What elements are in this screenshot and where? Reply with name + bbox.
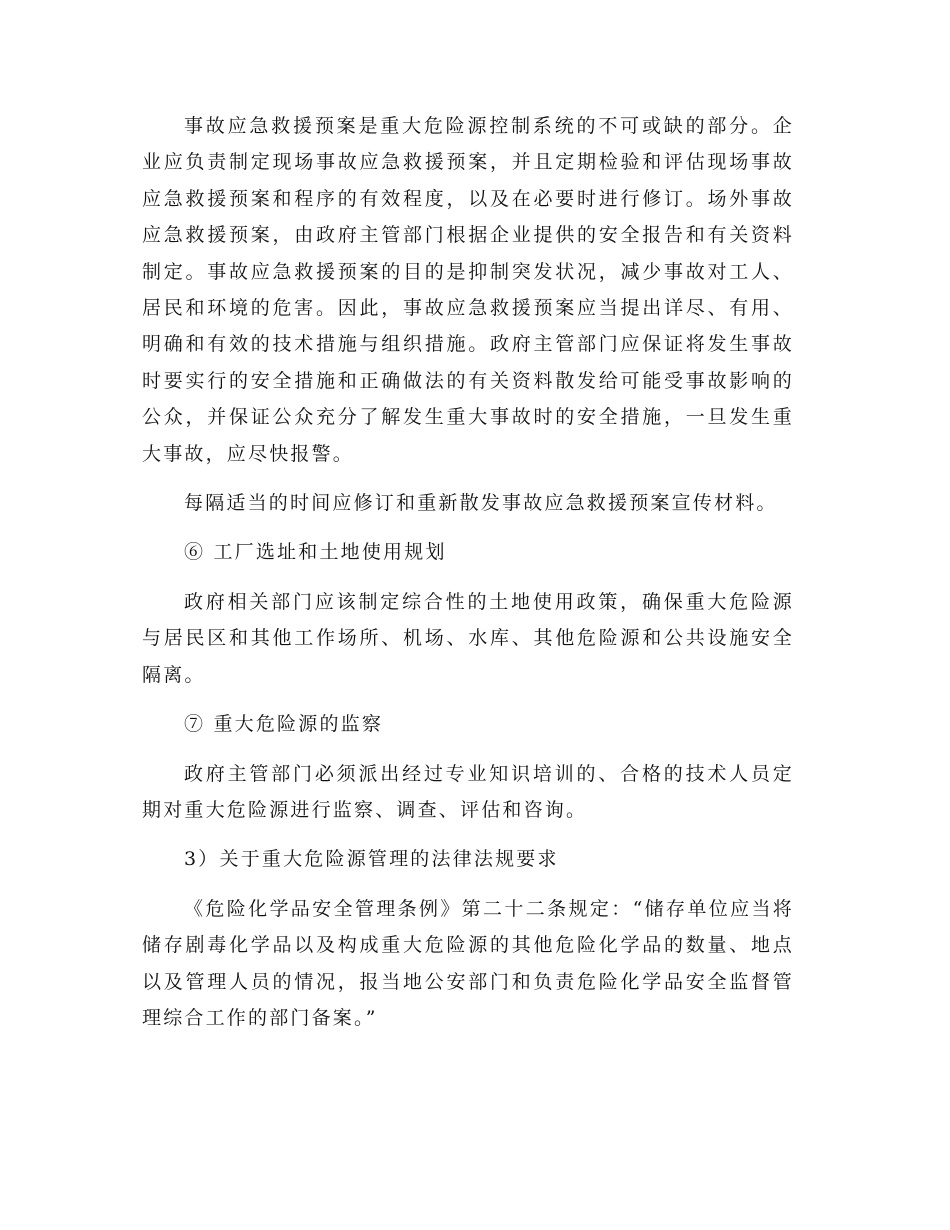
- paragraph-emergency-plan: 事故应急救援预案是重大危险源控制系统的不可或缺的部分。企业应负责制定现场事故应急救援预案，并且定期检验和评估现场事故应急救援预案和程序的有效程度，以及在必要时进行修订。场外事故应急救援预案，由政府主管部门根据企业提供的安全报告和有关资料制定。事故应急救援预案的目的是抑制突发状况，减少事故对工人、居民和环境的危害。因此，事故应急救援预案应当提出详尽、有用、明确和有效的技术措施与组织措施。政府主管部门应保证将发生事故时要实行的安全措施和正确做法的有关资料散发给可能受事故影响的公众，并保证公众充分了解发生重大事故时的安全措施，一旦发生重大事故，应尽快报警。: [142, 115, 794, 465]
- paragraph-regulation-article-22: 《危险化学品安全管理条例》第二十二条规定：“储存单位应当将储存剧毒化学品以及构成重大危险源的其他危险化学品的数量、地点以及管理人员的情况，报当地公安部门和负责危险化学品安全监督管理综合工作的部门备案。”: [142, 897, 794, 1029]
- paragraph-land-use: 政府相关部门应该制定综合性的土地使用政策，确保重大危险源与居民区和其他工作场所、机场、水库、其他危险源和公共设施安全隔离。: [142, 590, 794, 686]
- heading-site-selection: ⑥ 工厂选址和土地使用规划: [184, 541, 447, 564]
- paragraph-plan-revision: 每隔适当的时间应修订和重新散发事故应急救援预案宣传材料。: [184, 492, 778, 515]
- heading-inspection: ⑦ 重大危险源的监察: [184, 713, 384, 736]
- paragraph-inspection: 政府主管部门必须派出经过专业知识培训的、合格的技术人员定期对重大危险源进行监察、调查、评估和咨询。: [142, 762, 794, 821]
- heading-legal-requirements: 3）关于重大危险源管理的法律法规要求: [184, 848, 559, 871]
- document-page: [142, 108, 794, 1049]
